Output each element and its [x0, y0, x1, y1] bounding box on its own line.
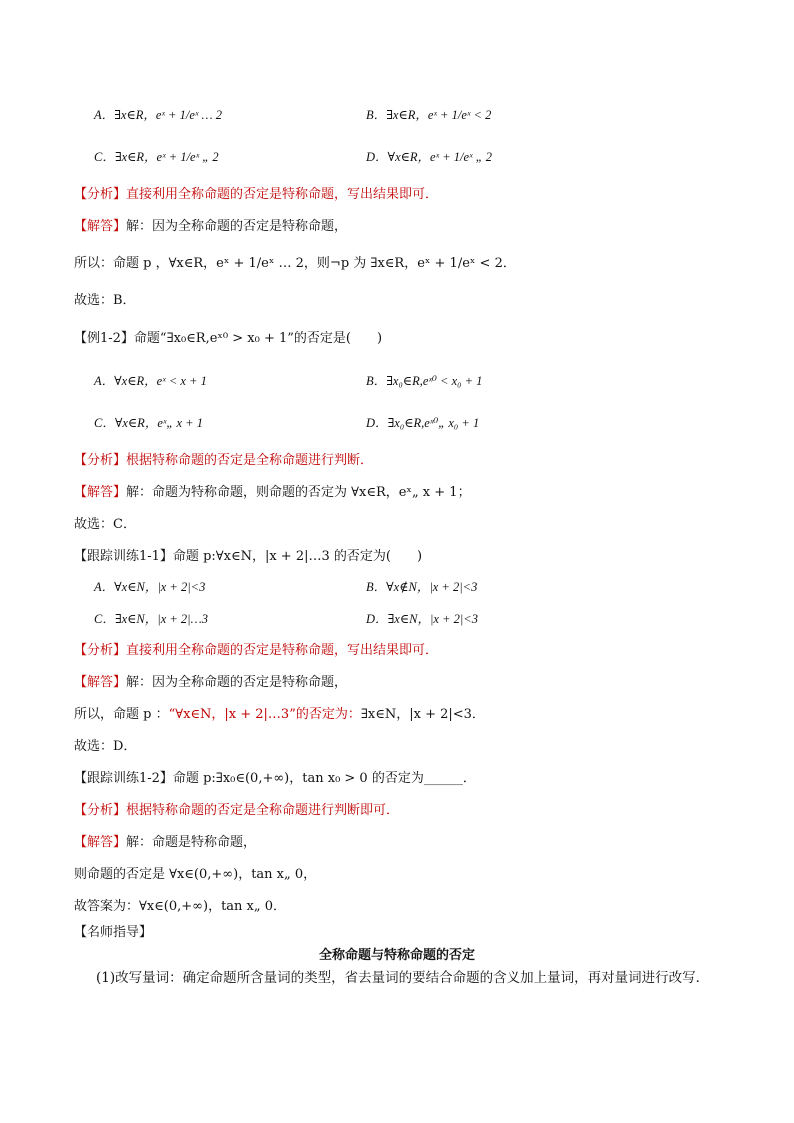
- answer-tag: 【解答】: [74, 835, 127, 850]
- q1-option-d: D．∀x∈R，eˣ + 1/eˣ „ 2: [366, 150, 493, 164]
- analysis-tag: 【分析】: [74, 803, 127, 818]
- ex12-analysis: [74, 452, 373, 470]
- ex12-option-d: D．∃x₀∈R,eˣ⁰„ x₀ + 1: [366, 416, 480, 430]
- t11-option-d: D．∃x∈N，|x + 2|<3: [366, 612, 478, 626]
- t11-so: [74, 706, 485, 724]
- t12-negation: 则命题的否定是 ∀x∈(0,+∞)，tan x„ 0，: [74, 867, 317, 882]
- q1-option-c: C．∃x∈R，eˣ + 1/eˣ „ 2: [94, 150, 219, 164]
- analysis-text: 直接利用全称命题的否定是特称命题，写出结果即可．: [126, 187, 439, 202]
- analysis-tag: 【分析】: [74, 187, 127, 202]
- so-suffix: ∃x∈N，|x + 2|<3．: [360, 707, 485, 722]
- answer-text: 解：命题为特称命题，则命题的否定为 ∀x∈R，eˣ„ x + 1；: [126, 485, 471, 500]
- answer-tag: 【解答】: [74, 219, 127, 234]
- ex12-stem: 【例1-2】命题“∃x₀∈R,eˣ⁰ > x₀ + 1”的否定是( ): [74, 331, 383, 346]
- answer-tag: 【解答】: [74, 675, 127, 690]
- t11-analysis: [74, 642, 438, 660]
- ex12-option-a: A．∀x∈R，eˣ < x + 1: [94, 374, 207, 388]
- q1-so: 所以：命题 p ，∀x∈R，eˣ + 1/eˣ … 2，则¬p 为 ∃x∈R，eˣ + 1/eˣ < 2．: [74, 256, 516, 271]
- t11-option-a: A．∀x∈N，|x + 2|<3: [94, 580, 206, 594]
- analysis-tag: 【分析】: [74, 643, 127, 658]
- t12-stem: 【跟踪训练1-2】命题 p:∃x₀∈(0,+∞)，tan x₀ > 0 的否定为______．: [74, 771, 476, 786]
- analysis-text: 根据特称命题的否定是全称命题进行判断．: [126, 453, 374, 468]
- q1-option-b: B．∃x∈R，eˣ + 1/eˣ < 2: [366, 108, 492, 122]
- t12-answer: [74, 834, 256, 852]
- t12-analysis: [74, 802, 399, 820]
- so-highlight: “∀x∈N，|x + 2|…3”的否定为：: [168, 707, 361, 722]
- ex12-choice: 故选：C．: [74, 517, 136, 532]
- t12-final: 故答案为：∀x∈(0,+∞)，tan x„ 0．: [74, 899, 287, 914]
- q1-choice: 故选：B．: [74, 293, 136, 308]
- t11-choice: 故选：D．: [74, 739, 137, 754]
- q1-answer: [74, 218, 347, 236]
- guide-tag: 【名师指导】: [74, 925, 153, 940]
- t11-answer: [74, 674, 347, 692]
- t11-stem: 【跟踪训练1-1】命题 p:∀x∈N，|x + 2|…3 的否定为( ): [74, 549, 423, 564]
- ex12-option-c: C．∀x∈R，eˣ„ x + 1: [94, 416, 203, 430]
- analysis-tag: 【分析】: [74, 453, 127, 468]
- ex12-option-b: B．∃x₀∈R,eˣ⁰ < x₀ + 1: [366, 374, 483, 388]
- analysis-text: 根据特称命题的否定是全称命题进行判断即可．: [126, 803, 400, 818]
- t11-option-b: B．∀x∉N，|x + 2|<3: [366, 580, 478, 594]
- answer-tag: 【解答】: [74, 485, 127, 500]
- analysis-text: 直接利用全称命题的否定是特称命题，写出结果即可．: [126, 643, 439, 658]
- answer-text: 解：命题是特称命题，: [126, 835, 257, 850]
- t11-option-c: C．∃x∈N，|x + 2|…3: [94, 612, 208, 626]
- q1-option-a: A．∃x∈R，eˣ + 1/eˣ … 2: [94, 108, 223, 122]
- ex12-answer: [74, 484, 471, 502]
- guide-paragraph: (1)改写量词：确定命题所含量词的类型，省去量词的要结合命题的含义加上量词，再对量词进行改写．: [96, 970, 710, 986]
- answer-text: 解：因为全称命题的否定是特称命题，: [126, 675, 348, 690]
- so-prefix: 所以，命题 p ：: [74, 707, 169, 722]
- q1-analysis: [74, 186, 438, 204]
- guide-title: 全称命题与特称命题的否定: [318, 948, 475, 963]
- answer-text: 解：因为全称命题的否定是特称命题，: [126, 219, 348, 234]
